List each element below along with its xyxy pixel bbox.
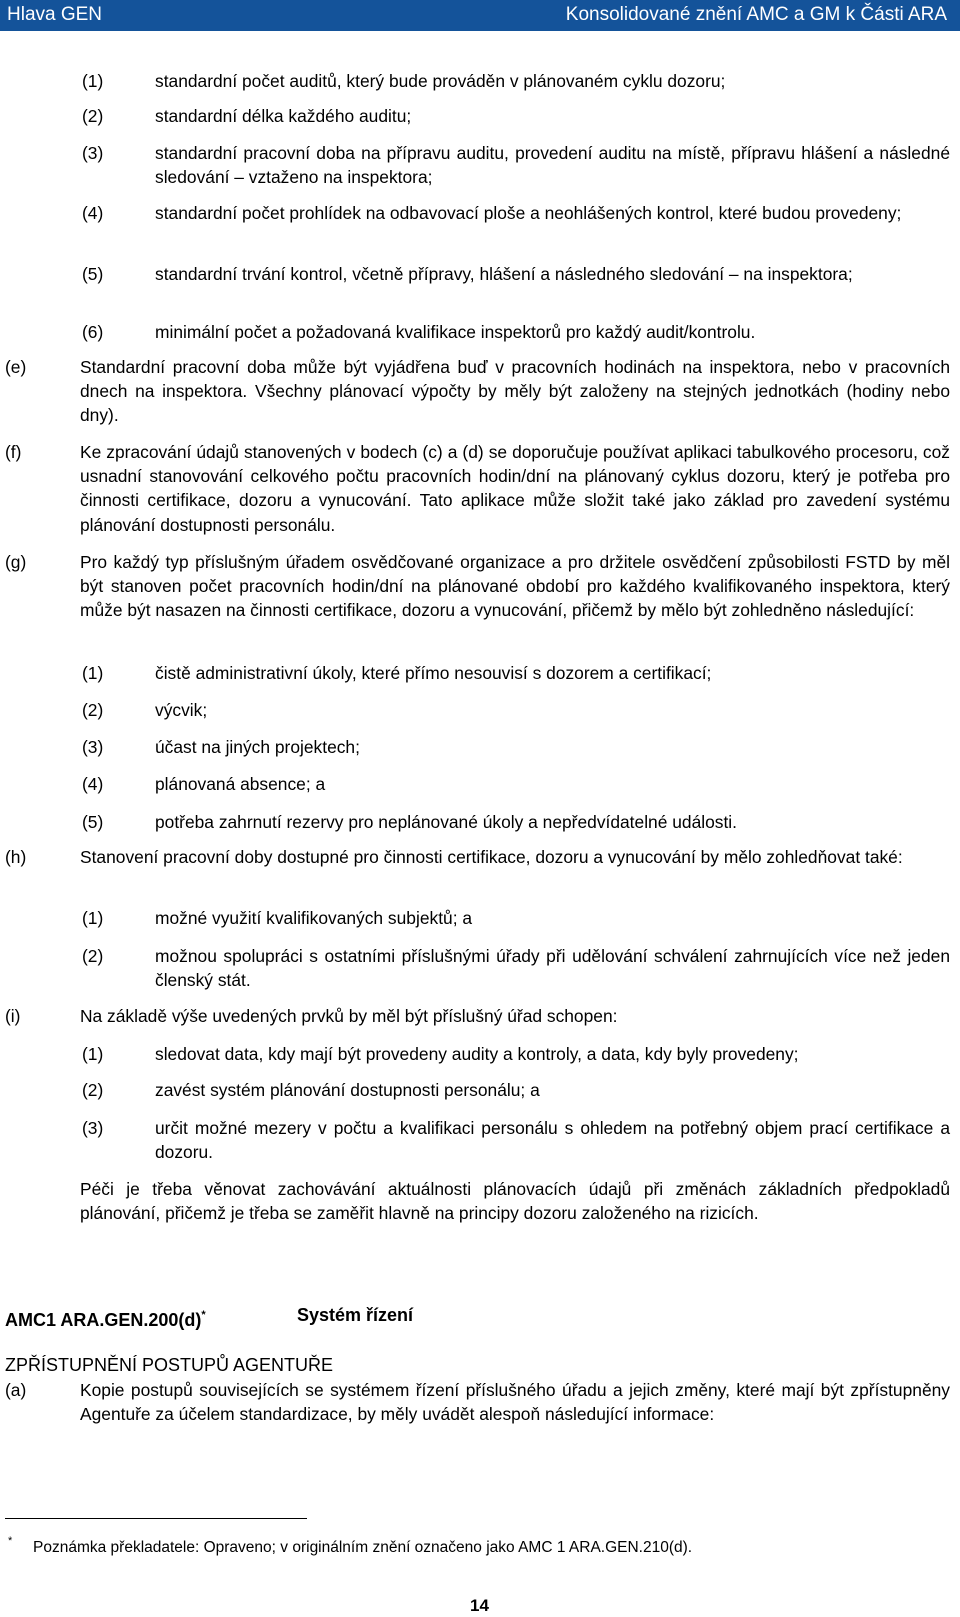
list-label: (1) xyxy=(82,71,104,91)
list-item-text: Na základě výše uvedených prvků by měl být příslušný úřad schopen: xyxy=(80,1006,618,1026)
list-label: (g) xyxy=(5,552,27,572)
list-item-text: Stanovení pracovní doby dostupné pro činnosti certifikace, dozoru a vynucování by mělo zohledňovat také: xyxy=(80,847,903,867)
list-label: (i) xyxy=(5,1006,21,1026)
footnote-text: Poznámka překladatele: Opraveno; v originálním znění označeno jako AMC 1 ARA.GEN.210(d). xyxy=(33,1539,693,1556)
footnote-divider xyxy=(5,1518,307,1519)
list-label: (1) xyxy=(82,663,104,683)
list-item-text: Ke zpracování údajů stanovených v bodech (c) a (d) se doporučuje používat aplikaci tabulkového procesoru, což usnadní stanovování celkového počtu pracovních hodin/dní na plánovaný cyklus dozoru, který je potřeba pro činnosti certifikace, dozoru a vynucování. Tato aplikace může složit také jako základ pro zavedení systému plánování dostupnosti personálu. xyxy=(80,442,950,535)
header-left-title: Hlava GEN xyxy=(7,4,103,25)
list-item-text: plánovaná absence; a xyxy=(155,774,326,794)
page-number: 14 xyxy=(470,1596,489,1615)
list-label: (2) xyxy=(82,106,104,126)
list-label: (3) xyxy=(82,143,104,163)
list-label: (2) xyxy=(82,946,104,966)
list-item-text: čistě administrativní úkoly, které přímo nesouvisí s dozorem a certifikací; xyxy=(155,663,712,683)
list-item-text: možné využití kvalifikovaných subjektů; a xyxy=(155,908,473,928)
list-label: (2) xyxy=(82,700,104,720)
footnote-marker: * xyxy=(8,1535,13,1547)
list-label: (1) xyxy=(82,908,104,928)
section-subheading: ZPŘÍSTUPNĚNÍ POSTUPŮ AGENTUŘE xyxy=(5,1355,334,1375)
list-item-text: účast na jiných projektech; xyxy=(155,737,360,757)
list-item-text: potřeba zahrnutí rezervy pro neplánované úkoly a nepředvídatelné události. xyxy=(155,812,738,832)
list-label: (f) xyxy=(5,442,22,462)
list-item-text: určit možné mezery v počtu a kvalifikaci personálu s ohledem na potřebný objem prací certifikace a dozoru. xyxy=(155,1118,950,1163)
list-item-text: Standardní pracovní doba může být vyjádřena buď v pracovních hodinách na inspektora, nebo v pracovních dnech na inspektora. Všechny plánovací výpočty by měly být založeny na stejných jednotkách (hodiny nebo dny). xyxy=(80,357,950,426)
list-item-text: výcvik; xyxy=(155,700,208,720)
paragraph-text: Kopie postupů souvisejících se systémem řízení příslušného úřadu a jejich změny, které mají být zpřístupněny Agentuře za účelem standardizace, by měly uvádět alespoň následující informace: xyxy=(80,1380,950,1425)
list-item-text: zavést systém plánování dostupnosti personálu; a xyxy=(155,1080,540,1100)
header-right-title: Konsolidované znění AMC a GM k Části ARA xyxy=(565,4,947,25)
list-item-text: sledovat data, kdy mají být provedeny audity a kontroly, a data, kdy byly provedeny; xyxy=(155,1044,799,1064)
list-label: (5) xyxy=(82,264,104,284)
page-header xyxy=(0,0,960,31)
list-item-text: standardní trvání kontrol, včetně přípravy, hlášení a následného sledování – na inspektora; xyxy=(155,264,853,284)
list-label: (3) xyxy=(82,737,104,757)
list-item-text: standardní počet auditů, který bude prováděn v plánovaném cyklu dozoru; xyxy=(155,71,726,91)
amc-heading: AMC1 ARA.GEN.200(d)* xyxy=(5,1309,206,1330)
list-item-text: Pro každý typ příslušným úřadem osvědčované organizace a pro držitele osvědčení způsobilosti FSTD by měl být stanoven počet pracovních hodin/dní na plánované období pro každého kvalifikovaného inspektora, který může být nasazen na činnosti certifikace, dozoru a vynucování, přičemž by mělo být zohledněno následující: xyxy=(80,552,950,621)
list-label: (h) xyxy=(5,847,27,867)
list-item-text: standardní počet prohlídek na odbavovací ploše a neohlášených kontrol, které budou provedeny; xyxy=(155,203,902,223)
list-label: (4) xyxy=(82,774,104,794)
list-item-text: minimální počet a požadovaná kvalifikace inspektorů pro každý audit/kontrolu. xyxy=(155,322,756,342)
list-label: (5) xyxy=(82,812,104,832)
list-label: (1) xyxy=(82,1044,104,1064)
list-item-text: standardní délka každého auditu; xyxy=(155,106,412,126)
footnote-ref: * xyxy=(201,1309,206,1321)
list-label: (3) xyxy=(82,1118,104,1138)
list-label: (4) xyxy=(82,203,104,223)
list-label: (a) xyxy=(5,1380,27,1400)
list-label: (2) xyxy=(82,1080,104,1100)
list-label: (6) xyxy=(82,322,104,342)
list-item-text: standardní pracovní doba na přípravu auditu, provedení auditu na místě, přípravu hlášení a následné sledování – vztaženo na inspektora; xyxy=(155,143,950,188)
amc-title: Systém řízení xyxy=(297,1305,414,1325)
list-item-text: Péči je třeba věnovat zachovávání aktuálnosti plánovacích údajů při změnách základních předpokladů plánování, přičemž je třeba se zaměřit hlavně na principy dozoru založeného na rizicích. xyxy=(80,1179,950,1224)
list-item-text: možnou spolupráci s ostatními příslušnými úřady při udělování schválení zahrnujících více než jeden členský stát. xyxy=(155,946,950,991)
list-label: (e) xyxy=(5,357,27,377)
